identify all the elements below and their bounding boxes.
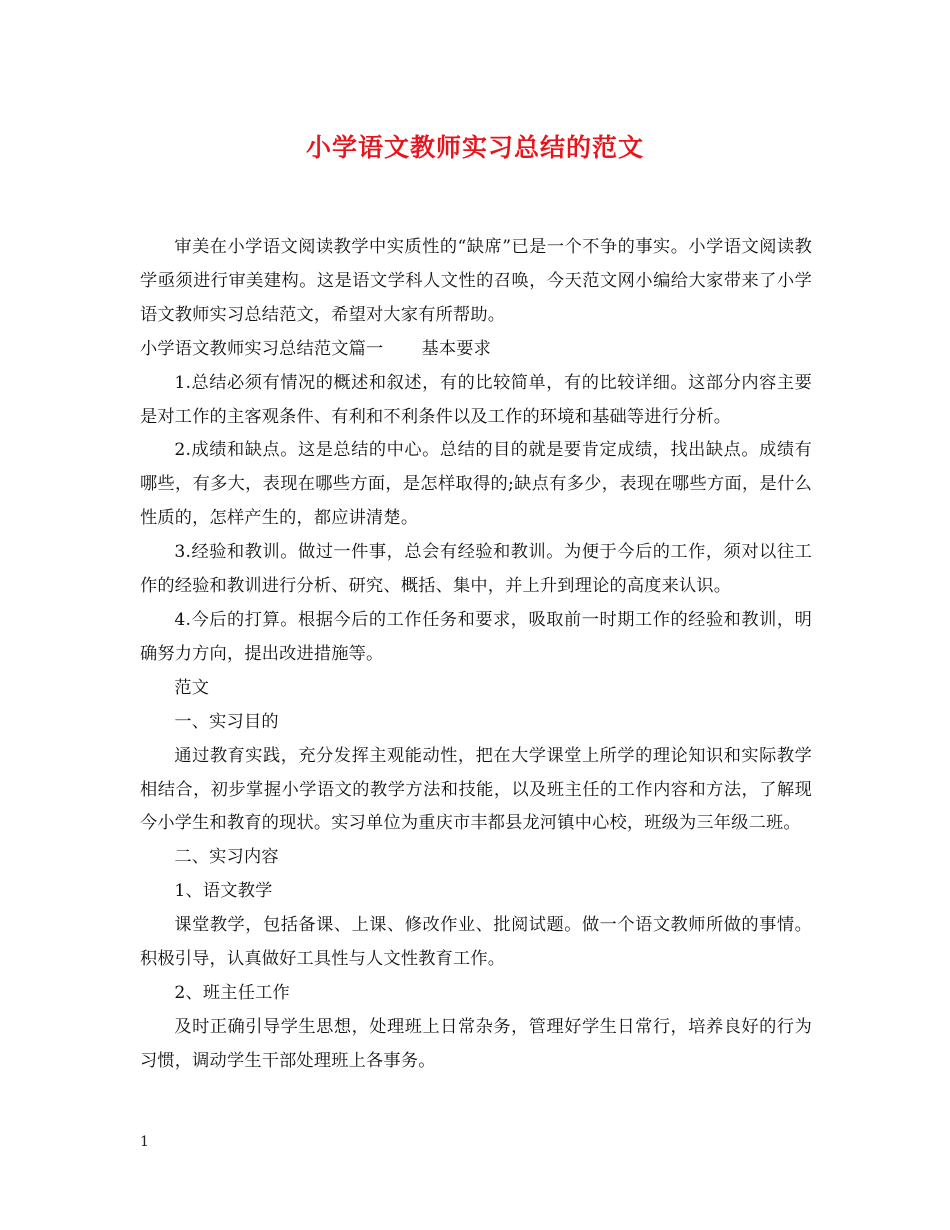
requirement-2: 2.成绩和缺点。这是总结的中心。总结的目的就是要肯定成绩，找出缺点。成绩有哪些，有多大，表现在哪些方面，是怎样取得的;缺点有多少，表现在哪些方面，是什么性质的，怎样产生的，都应讲清楚。 <box>140 440 812 529</box>
sample-label: 范文 <box>174 677 210 698</box>
section-heading-subtitle: 基本要求 <box>421 338 491 359</box>
head-teacher-heading: 2、班主任工作 <box>174 982 290 1003</box>
page-number: 1 <box>140 1134 149 1150</box>
requirement-4: 4.今后的打算。根据今后的工作任务和要求，吸取前一时期工作的经验和教训，明确努力方向，提出改进措施等。 <box>140 609 812 664</box>
requirement-1: 1.总结必须有情况的概述和叙述，有的比较简单，有的比较详细。这部分内容主要是对工作的主客观条件、有利和不利条件以及工作的环境和基础等进行分析。 <box>140 372 812 427</box>
purpose-heading: 一、实习目的 <box>174 711 279 732</box>
content-heading: 二、实习内容 <box>174 847 279 868</box>
chinese-teaching-heading: 1、语文教学 <box>174 881 273 902</box>
head-teacher-paragraph: 及时正确引导学生思想，处理班上日常杂务，管理好学生日常行，培养良好的行为习惯，调动学生干部处理班上各事务。 <box>140 1016 812 1071</box>
section-heading-title: 小学语文教师实习总结范文篇一 <box>140 338 384 359</box>
intro-paragraph: 审美在小学语文阅读教学中实质性的“缺席”已是一个不争的事实。小学语文阅读教学亟须进行审美建构。这是语文学科人文性的召唤，今天范文网小编给大家带来了小学语文教师实习总结范文，希望对大家有所帮助。 <box>140 237 812 325</box>
requirement-3: 3.经验和教训。做过一件事，总会有经验和教训。为便于今后的工作，须对以往工作的经验和教训进行分析、研究、概括、集中，并上升到理论的高度来认识。 <box>140 542 812 597</box>
chinese-teaching-paragraph: 课堂教学，包括备课、上课、修改作业、批阅试题。做一个语文教师所做的事情。积极引导，认真做好工具性与人文性教育工作。 <box>140 915 812 970</box>
section-heading <box>140 333 812 367</box>
document-title: 小学语文教师实习总结的范文 <box>305 133 644 162</box>
document-body <box>140 231 812 1079</box>
purpose-paragraph: 通过教育实践，充分发挥主观能动性，把在大学课堂上所学的理论知识和实际教学相结合，初步掌握小学语文的教学方法和技能，以及班主任的工作内容和方法，了解现今小学生和教育的现状。实习单位为重庆市丰都县龙河镇中心校，班级为三年级二班。 <box>140 745 812 834</box>
